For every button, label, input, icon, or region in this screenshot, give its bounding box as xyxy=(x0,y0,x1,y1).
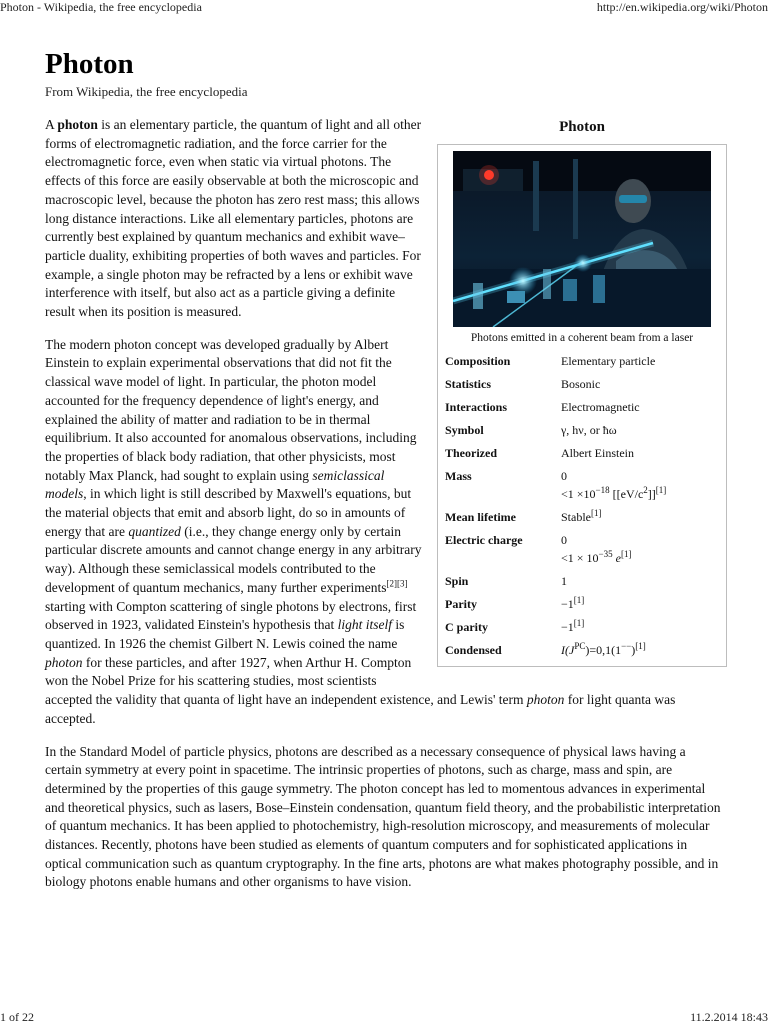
infobox-row-interactions xyxy=(443,396,721,419)
lifetime-value: Stable xyxy=(561,510,591,524)
condensed-superscript: PC xyxy=(574,641,586,651)
mass-limit-unit-exponent: 2 xyxy=(643,485,648,495)
infobox-value: 1 xyxy=(561,574,567,588)
mass-limit-base: <1 ×10 xyxy=(561,487,596,501)
infobox-value xyxy=(561,465,721,506)
infobox-value xyxy=(561,639,721,662)
charge-limit xyxy=(561,550,721,566)
infobox-label: Mean lifetime xyxy=(445,510,516,524)
text-run: A xyxy=(45,117,58,132)
infobox-row-mean-lifetime xyxy=(443,506,721,529)
text-run: for light quanta was accepted. xyxy=(45,692,676,726)
citation-ref[interactable]: [1] xyxy=(591,508,602,518)
citation-ref[interactable]: [1] xyxy=(655,485,667,495)
citation-ref[interactable]: [2] xyxy=(386,578,398,589)
link-quantized[interactable]: quantized xyxy=(128,523,181,539)
infobox-value xyxy=(561,529,721,570)
condensed-mid: )=0,1(1 xyxy=(585,643,622,657)
charge-limit-exponent: −35 xyxy=(598,549,613,559)
citation-ref[interactable]: [1] xyxy=(620,549,632,559)
citation-ref[interactable]: [1] xyxy=(635,641,646,651)
infobox-row-electric-charge xyxy=(443,529,721,570)
infobox-value xyxy=(561,506,721,529)
term-photon: photon xyxy=(57,117,98,132)
parity-value: −1 xyxy=(561,597,574,611)
text-run: for these particles, and after 1927, when Arthur H. Compton won the Nobel Prize for his scattering studies, most scientists accepted the validity that quanta of light have an independent existence, and Lewis' term xyxy=(45,654,527,708)
infobox-image-caption: Photons emitted in a coherent beam from a laser xyxy=(470,332,694,344)
infobox-label: Interactions xyxy=(445,400,507,414)
mass-value: 0 xyxy=(561,469,567,483)
infobox-value: Elementary particle xyxy=(561,354,656,368)
condensed-close: ) xyxy=(631,643,636,657)
citation-ref[interactable]: [1] xyxy=(573,595,585,605)
infobox-table xyxy=(443,350,721,662)
infobox-value: Bosonic xyxy=(561,377,601,391)
infobox-row-mass xyxy=(443,465,721,506)
citation-ref[interactable]: [1] xyxy=(573,618,585,628)
infobox-label: C parity xyxy=(445,620,488,634)
condensed-base: I(J xyxy=(561,643,575,657)
infobox-value xyxy=(561,593,721,616)
mass-limit-unit: [[eV/c xyxy=(609,487,644,501)
article-content xyxy=(45,116,723,906)
infobox-label: Composition xyxy=(445,354,511,368)
text-run: starting with Compton scattering of single photons by electrons, first observed in 1923, validated Einstein's hypothesis that xyxy=(45,598,417,633)
c-parity-value: −1 xyxy=(561,620,574,634)
infobox xyxy=(437,116,727,667)
print-footer xyxy=(0,1010,768,1024)
article-title: Photon xyxy=(45,48,134,80)
infobox-value: Albert Einstein xyxy=(561,446,634,460)
charge-limit-base: <1 × 10 xyxy=(561,551,599,565)
infobox-label: Spin xyxy=(445,574,469,588)
charge-value: 0 xyxy=(561,533,567,547)
infobox-row-theorized xyxy=(443,442,721,465)
infobox-label: Condensed xyxy=(445,643,502,657)
infobox-value xyxy=(561,616,721,639)
emphasis-light-itself: light itself xyxy=(337,617,393,633)
infobox-label: Electric charge xyxy=(445,533,523,547)
infobox-row-c-parity xyxy=(443,616,721,639)
print-datetime: 11.2.2014 18:43 xyxy=(690,1010,768,1024)
citation-ref[interactable]: [3] xyxy=(397,578,408,589)
paragraph-standard-model: In the Standard Model of particle physics, photons are described as a necessary consequence of physical laws having a certain symmetry at every point in spacetime. The intrinsic properties of photons, such as charge, mass and spin, are determined by the properties of this gauge symmetry. The photon concept has led to momentous advances in experimental and theoretical physics, such as lasers, Bose–Einstein condensation, quantum field theory, and the probabilistic interpretation of quantum mechanics. It has been applied to photochemistry, high-resolution microscopy, and measurements of molecular distances. Recently, photons have been studied as elements of quantum computers and for sophisticated applications in optical communication such as quantum cryptography. In the fine arts, photons are what makes photography possible, and in biology photons enable humans and other organisms to have vision. xyxy=(45,743,721,890)
infobox-row-statistics xyxy=(443,373,721,396)
text-run: is quantized. In 1926 the chemist Gilbert N. Lewis coined the name xyxy=(45,617,405,651)
infobox-frame xyxy=(437,144,727,667)
text-run: The modern photon concept was developed gradually by Albert Einstein to explain experimental observations that did not fit the classical wave model of light. In particular, the photon model accounted for the frequency dependence of light's energy, and explained the ability of matter and radiation to be in thermal equilibrium. It also accounted for anomalous observations, including the properties of black body radiation, that other physicists, most notably Max Planck, had sought to explain using xyxy=(45,336,417,483)
text-run: , in which light is still described by Maxwell's equations, but the material objects that emit and absorb light, do so in amounts of energy that are xyxy=(45,486,412,539)
infobox-row-spin xyxy=(443,570,721,593)
text-run: is an elementary particle, the quantum of light and all other forms of electromagnetic radiation, and the force carrier for the electromagnetic force, even when static via virtual photons. The effects of this force are easily observable at both the microscopic and macroscopic level, because the photon has zero rest mass; this allows long distance interactions. Like all elementary particles, photons are currently best explained by quantum mechanics and exhibit wave–particle duality, exhibiting properties of both waves and particles. For example, a single photon may be refracted by a lens or exhibit wave interference with itself, but also act as a particle giving a definite result when its position is measured. xyxy=(45,117,422,320)
infobox-label: Mass xyxy=(445,469,472,483)
infobox-row-symbol xyxy=(443,419,721,442)
print-header-url: http://en.wikipedia.org/wiki/Photon xyxy=(596,0,768,14)
infobox-label: Theorized xyxy=(445,446,497,460)
infobox-value: γ, hν, or ħω xyxy=(561,423,617,437)
infobox-row-composition xyxy=(443,350,721,373)
text-run: (i.e., they change energy only by certain particular discrete amounts and cannot change energy in any arbitrary way). Although these semiclassical models contributed to the development of quantum mechanics, many further experiments xyxy=(45,523,422,595)
emphasis-photon: photon xyxy=(45,654,83,670)
print-header xyxy=(0,0,768,14)
mass-limit-exponent: −18 xyxy=(595,485,610,495)
laser-lab-photo xyxy=(453,151,711,327)
infobox-label: Parity xyxy=(445,597,477,611)
link-semiclassical-models[interactable]: semiclassical models xyxy=(45,467,385,502)
mass-limit-unit-close: ]] xyxy=(647,487,656,501)
print-header-title: Photon - Wikipedia, the free encyclopedia xyxy=(0,0,202,14)
infobox-row-condensed xyxy=(443,639,721,662)
page-counter: 1 of 22 xyxy=(0,1010,34,1024)
infobox-label: Statistics xyxy=(445,377,491,391)
infobox-label: Symbol xyxy=(445,423,484,437)
article-tagline: From Wikipedia, the free encyclopedia xyxy=(45,84,248,99)
infobox-title: Photon xyxy=(559,119,605,135)
infobox-value: Electromagnetic xyxy=(561,400,640,414)
condensed-superscript-2: −− xyxy=(621,641,632,651)
infobox-row-parity xyxy=(443,593,721,616)
emphasis-photon: photon xyxy=(526,692,565,708)
charge-limit-unit: e xyxy=(612,551,621,565)
mass-limit xyxy=(561,486,721,502)
